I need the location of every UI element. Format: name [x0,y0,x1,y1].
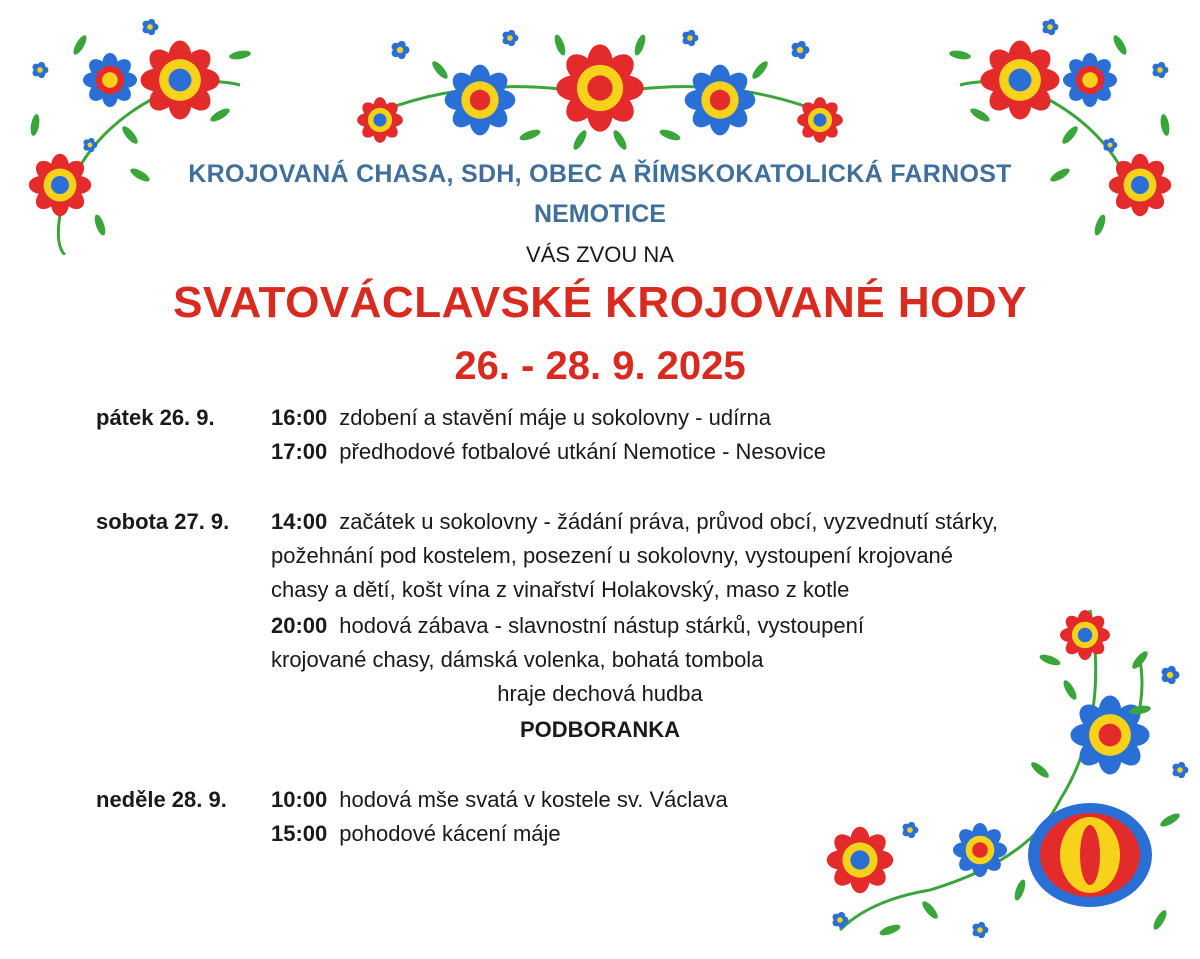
item-text: pohodové kácení máje [339,821,561,846]
schedule-item [271,783,728,817]
item-time: 10:00 [271,787,328,812]
item-time: 15:00 [271,821,328,846]
schedule-item [271,401,771,435]
item-text: předhodové fotbalové utkání Nemotice - Nesovice [339,439,826,464]
item-text: hodová zábava - slavnostní nástup stárků, vystoupení [339,613,864,638]
band-name: PODBORANKA [519,717,681,742]
day-label-saturday: sobota 27. 9. [96,509,230,534]
day-label-sunday: neděle 28. 9. [96,787,227,812]
band-intro: hraje dechová hudba [497,681,703,706]
organizers-line-1: KROJOVANÁ CHASA, SDH, OBEC A ŘÍMSKOKATOLICKÁ FARNOST [188,160,1012,188]
invite-text: VÁS ZVOU NA [526,242,674,267]
item-text-continued: krojované chasy, dámská volenka, bohatá tombola [271,647,764,672]
item-text-continued: chasy a dětí, košt vína z vinařství Holakovský, maso z kotle [271,577,850,602]
item-text: hodová mše svatá v kostele sv. Václava [339,787,728,812]
schedule-item [271,435,826,469]
item-text: zdobení a stavění máje u sokolovny - udírna [339,405,771,430]
item-text-continued: požehnání pod kostelem, posezení u sokolovny, vystoupení krojované [271,543,954,568]
event-date: 26. - 28. 9. 2025 [454,344,746,388]
event-title: SVATOVÁCLAVSKÉ KROJOVANÉ HODY [173,278,1027,327]
item-time: 16:00 [271,405,328,430]
item-text: začátek u sokolovny - žádání práva, průvod obcí, vyzvednutí stárky, [339,509,998,534]
organizers-line-2: NEMOTICE [534,200,666,228]
item-time: 17:00 [271,439,328,464]
schedule-item [271,505,998,539]
schedule-item [271,609,864,643]
item-time: 14:00 [271,509,328,534]
item-time: 20:00 [271,613,328,638]
schedule-item [271,817,561,851]
day-label-friday: pátek 26. 9. [96,405,215,430]
